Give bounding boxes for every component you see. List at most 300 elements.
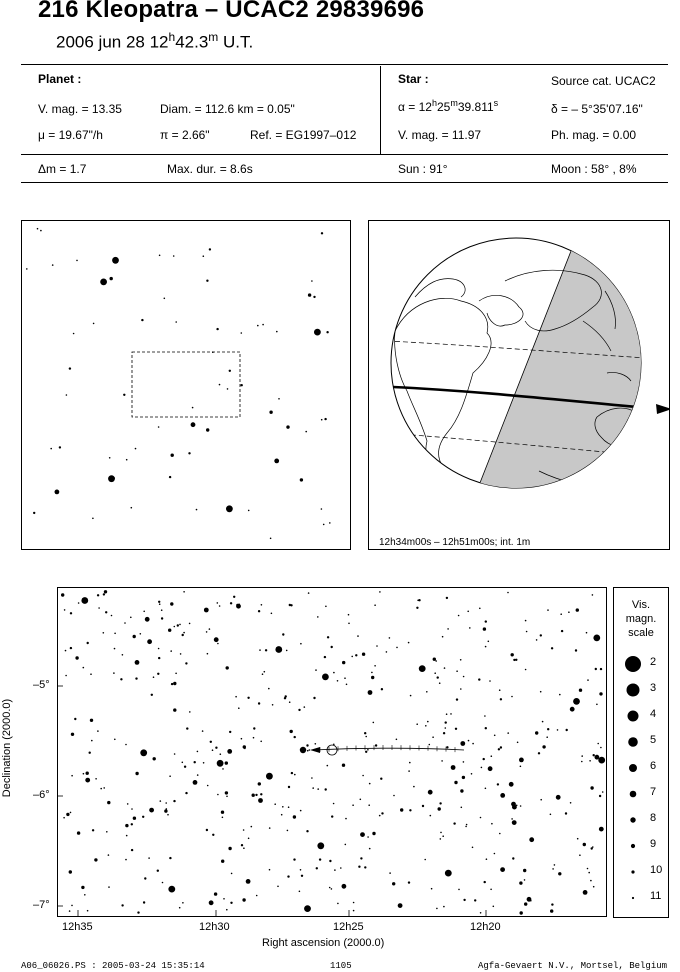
star-dot <box>490 889 492 891</box>
star-dot <box>83 667 85 669</box>
star-dot <box>207 653 209 655</box>
star-dot <box>217 643 219 645</box>
star-dot <box>241 738 243 740</box>
moon-elongation: Moon : 58° , 8% <box>551 162 637 176</box>
star-dot <box>483 758 485 760</box>
star-dot <box>568 611 570 613</box>
legend-mag-5: 5 <box>650 734 657 746</box>
star-dot <box>125 859 127 861</box>
star-dot <box>460 688 462 690</box>
star-dot <box>306 830 308 832</box>
star-dot <box>78 602 80 604</box>
star-dot <box>498 748 500 750</box>
star-dot <box>499 833 501 835</box>
star-dot <box>210 741 212 743</box>
star-dot <box>334 869 336 871</box>
star-dot <box>137 911 139 913</box>
star-dot <box>516 805 518 807</box>
star-dot <box>97 730 99 732</box>
star-dot <box>593 754 595 756</box>
star-dot <box>488 641 490 643</box>
star-dot <box>598 757 605 764</box>
star-dot <box>484 881 486 883</box>
star-dot <box>466 824 468 826</box>
star-dot <box>438 807 441 810</box>
star-dot <box>86 772 89 775</box>
star-dot <box>416 723 418 725</box>
star-dot <box>442 835 444 837</box>
star-dot <box>372 832 375 835</box>
star-dot <box>519 758 524 763</box>
star-dot <box>294 774 296 776</box>
star-dot <box>157 870 159 872</box>
star-dot <box>546 736 548 738</box>
star-dot <box>171 683 173 685</box>
star-dot <box>37 228 39 230</box>
star-dot <box>530 900 532 902</box>
star-dot <box>230 602 232 604</box>
star-dot <box>145 617 150 622</box>
star-dot <box>597 743 599 745</box>
star-phmag: Ph. mag. = 0.00 <box>551 128 637 142</box>
legend-mag-11: 11 <box>650 890 662 902</box>
star-dot <box>286 650 288 652</box>
star-dot <box>371 672 373 674</box>
star-dot <box>203 762 205 764</box>
star-dot <box>33 512 35 514</box>
star-dot <box>576 608 579 611</box>
planet-heading: Planet : <box>38 72 82 86</box>
star-dot <box>158 426 160 428</box>
star-dot <box>331 646 333 648</box>
star-dot <box>304 905 311 912</box>
star-dot <box>50 448 52 450</box>
star-dot <box>135 772 138 775</box>
star-dot <box>488 766 493 771</box>
star-dot <box>360 832 365 837</box>
star-dot <box>362 653 365 656</box>
star-dot <box>214 637 219 642</box>
star-dot <box>511 653 514 656</box>
star-dot <box>192 407 194 409</box>
star-dot <box>485 646 487 648</box>
star-dot <box>215 747 217 749</box>
star-dot <box>179 907 181 909</box>
star-dot <box>321 508 323 510</box>
star-dot <box>40 230 42 232</box>
star-dot <box>371 676 374 679</box>
star-dot <box>103 787 105 789</box>
star-dot <box>223 898 225 900</box>
star-dot <box>446 746 448 748</box>
star-dot <box>443 732 445 734</box>
star-dot <box>288 786 290 788</box>
star-dot <box>444 667 446 669</box>
star-dot <box>243 745 246 748</box>
star-dot <box>484 715 486 717</box>
star-ra-min: 25 <box>436 100 451 114</box>
star-dot <box>266 773 273 780</box>
star-dot <box>214 892 217 895</box>
star-dot <box>494 735 496 737</box>
star-dot <box>392 882 395 885</box>
star-dot <box>570 707 575 712</box>
star-dot <box>581 761 583 763</box>
star-dot <box>270 538 272 540</box>
star-dot <box>90 719 93 722</box>
star-dot <box>465 826 467 828</box>
star-dot <box>400 808 403 811</box>
star-dot <box>222 817 224 819</box>
star-dot <box>433 658 436 661</box>
star-dot <box>182 902 184 904</box>
star-dot <box>321 419 323 421</box>
star-dot <box>69 910 71 912</box>
legend-magnitude-dot <box>625 656 641 672</box>
finder-chart-panel <box>21 220 351 550</box>
star-dot <box>561 630 563 632</box>
star-dot <box>379 815 381 817</box>
star-dot <box>489 680 491 682</box>
star-dot <box>87 910 89 912</box>
star-dot <box>321 232 323 234</box>
star-dot <box>106 831 108 833</box>
star-dot <box>124 622 126 624</box>
star-dot <box>206 829 208 831</box>
star-dot <box>512 857 514 859</box>
star-dot <box>599 692 602 695</box>
table-top-rule <box>21 64 668 65</box>
star-source-catalog: Source cat. UCAC2 <box>551 74 656 88</box>
star-dot <box>450 713 452 715</box>
star-dot <box>173 682 176 685</box>
star-dot <box>108 854 110 856</box>
star-dot <box>164 298 166 300</box>
star-dot <box>577 838 579 840</box>
star-dot <box>159 603 161 605</box>
star-dot <box>225 791 228 794</box>
star-dot <box>135 448 137 450</box>
star-dot <box>269 869 271 871</box>
star-dot <box>418 599 420 601</box>
star-dot <box>355 654 357 656</box>
star-dot <box>500 793 505 798</box>
legend-magnitude-dot <box>627 684 640 697</box>
star-dot <box>189 711 191 713</box>
star-dot <box>344 677 346 679</box>
star-dot <box>550 909 553 912</box>
star-dot <box>175 673 177 675</box>
legend-mag-6: 6 <box>650 760 657 772</box>
star-dot <box>409 809 411 811</box>
star-dot <box>447 628 449 630</box>
star-dot <box>291 772 293 774</box>
star-dot <box>526 631 528 633</box>
star-dot <box>236 604 238 606</box>
star-dot <box>203 255 205 257</box>
star-dot <box>231 873 233 875</box>
star-dot <box>153 676 155 678</box>
star-dot <box>300 810 302 812</box>
star-dot <box>469 627 471 629</box>
star-dot <box>217 794 219 796</box>
legend-mag-2: 2 <box>650 656 657 668</box>
star-dot <box>595 755 600 760</box>
star-dot <box>126 459 128 461</box>
y-axis-label: Declination (2000.0) <box>1 698 13 798</box>
star-dot <box>241 844 243 846</box>
star-dot <box>284 697 286 699</box>
star-dot <box>345 818 347 820</box>
star-dot <box>179 624 181 626</box>
star-dot <box>189 623 191 625</box>
star-dot <box>600 747 602 749</box>
star-dot <box>440 832 442 834</box>
star-dot <box>114 633 116 635</box>
star-dot <box>348 614 350 616</box>
star-dot <box>131 808 133 810</box>
star-dot <box>209 628 211 630</box>
star-dot <box>287 830 289 832</box>
star-dot <box>485 727 487 729</box>
star-dot <box>461 807 463 809</box>
star-dot <box>471 773 473 775</box>
star-dot <box>262 324 264 326</box>
star-dot <box>413 786 415 788</box>
legend-magnitude-dot <box>630 817 635 822</box>
star-dot <box>367 836 369 838</box>
star-dot <box>520 805 522 807</box>
star-dot <box>583 843 586 846</box>
star-dot <box>149 808 154 813</box>
finder-chart <box>22 221 350 549</box>
star-dot <box>453 822 455 824</box>
star-dot <box>458 889 460 891</box>
star-dot <box>446 713 448 715</box>
star-dot <box>158 601 160 603</box>
star-dot <box>173 255 175 257</box>
star-dot <box>540 799 542 801</box>
star-dot <box>520 766 522 768</box>
star-dot <box>566 729 568 731</box>
star-dot <box>472 743 474 745</box>
delta-magnitude: Δm = 1.7 <box>38 162 87 176</box>
legend-magnitude-dot <box>630 791 637 798</box>
star-dot <box>599 827 604 832</box>
star-chart-panel <box>57 587 607 917</box>
star-dot <box>90 673 92 675</box>
star-dot <box>167 814 169 816</box>
star-dot <box>434 672 436 674</box>
star-dot <box>346 684 348 686</box>
star-dot <box>74 718 76 720</box>
star-dot <box>317 842 324 849</box>
star-dot <box>71 775 73 777</box>
star-dot <box>463 676 465 678</box>
minute-unit: m <box>208 30 219 44</box>
star-dot <box>87 642 89 644</box>
star-dot <box>216 328 218 330</box>
star-dot <box>509 782 514 787</box>
star-dot <box>427 721 429 723</box>
star-dot <box>337 680 339 682</box>
star-dot <box>331 888 333 890</box>
star-dot <box>547 728 549 730</box>
star-dot <box>258 798 263 803</box>
star-dot <box>103 593 105 595</box>
star-dot <box>157 673 159 675</box>
star-dot <box>182 634 184 636</box>
star-dot <box>230 902 232 904</box>
star-dot <box>169 857 171 859</box>
star-dot <box>360 799 362 801</box>
star-dot <box>133 817 136 820</box>
star-dot <box>311 280 313 282</box>
event-minutes: 42.3 <box>175 32 209 52</box>
star-dot <box>148 857 150 859</box>
star-dot <box>342 884 347 889</box>
star-dot <box>304 706 306 708</box>
event-time <box>56 30 253 53</box>
star-dot <box>324 656 326 658</box>
star-dot <box>398 903 403 908</box>
star-dot <box>217 760 224 767</box>
star-dot <box>437 676 439 678</box>
star-dot <box>257 325 259 327</box>
star-dot <box>425 725 427 727</box>
planet-vmag: V. mag. = 13.35 <box>38 102 122 116</box>
star-dot <box>272 704 274 706</box>
star-dot <box>159 255 161 257</box>
star-heading: Star : <box>398 72 429 86</box>
star-dot <box>158 648 160 650</box>
star-dot <box>219 605 221 607</box>
star-dot <box>281 814 283 816</box>
star-dot <box>161 609 163 611</box>
star-dot <box>274 803 276 805</box>
star-dot <box>209 900 214 905</box>
star-dot <box>362 775 364 777</box>
star-dot <box>238 707 240 709</box>
star-dot <box>71 905 73 907</box>
star-dot <box>171 454 174 457</box>
star-dot <box>260 741 262 743</box>
star-dot <box>276 331 278 333</box>
star-dot <box>253 727 255 729</box>
star-dot <box>436 908 438 910</box>
star-dot <box>180 653 182 655</box>
star-dot <box>463 761 465 763</box>
star-dot <box>592 594 594 596</box>
star-dot <box>560 613 562 615</box>
star-dot <box>123 394 125 396</box>
star-dot <box>84 894 86 896</box>
star-dot <box>300 869 302 871</box>
star-dot <box>127 803 129 805</box>
star-dot <box>61 593 64 596</box>
star-dot <box>325 788 327 790</box>
star-dot <box>120 678 122 680</box>
star-dot <box>130 617 132 619</box>
star-dot <box>26 268 28 270</box>
star-dot <box>381 812 383 814</box>
y-tick-1: –5° <box>33 679 50 691</box>
star-dot <box>360 857 362 859</box>
event-date: 2006 jun 28 12 <box>56 32 169 52</box>
star-dot <box>342 661 345 664</box>
target-star <box>300 747 306 753</box>
star-right-ascension <box>398 98 498 114</box>
star-dot <box>282 633 284 635</box>
star-dot <box>483 627 486 630</box>
legend-magnitude-dot <box>631 844 635 848</box>
star-dot <box>212 834 214 836</box>
star-dot <box>287 875 289 877</box>
star-dot <box>147 639 152 644</box>
star-dot <box>357 635 359 637</box>
star-dot <box>259 649 261 651</box>
star-dot <box>243 847 245 849</box>
star-dot <box>554 864 556 866</box>
star-dot <box>535 731 538 734</box>
star-dot <box>307 750 309 752</box>
star-dot <box>206 280 208 282</box>
star-dot <box>552 868 554 870</box>
star-dot <box>135 677 137 679</box>
time-system: U.T. <box>218 32 254 52</box>
zoom-region-box <box>132 352 240 417</box>
star-dot <box>586 632 588 634</box>
star-dot <box>161 617 163 619</box>
star-dot <box>324 418 326 420</box>
star-dot <box>590 786 593 789</box>
star-dot <box>93 323 95 325</box>
star-dot <box>595 668 597 670</box>
star-dot <box>217 602 219 604</box>
planet-diameter: Diam. = 112.6 km = 0.05" <box>160 102 295 116</box>
star-dot <box>393 795 395 797</box>
star-dot <box>298 709 300 711</box>
star-dot <box>170 650 172 652</box>
star-dot <box>596 704 598 706</box>
table-bottom-rule <box>21 182 668 183</box>
star-dot <box>98 607 100 609</box>
star-dot <box>340 867 342 869</box>
star-dot <box>185 662 187 664</box>
star-dot <box>66 813 69 816</box>
star-dot <box>445 870 452 877</box>
star-dot <box>140 633 142 635</box>
star-dot <box>235 696 237 698</box>
star-dot <box>258 702 260 704</box>
star-dot <box>511 696 513 698</box>
star-dot <box>515 659 517 661</box>
star-dot <box>197 751 199 753</box>
star-dot <box>525 620 527 622</box>
star-dot <box>485 620 487 622</box>
star-dot <box>177 624 179 626</box>
star-dot <box>345 844 347 846</box>
star-dot <box>376 645 378 647</box>
star-dot <box>174 626 176 628</box>
star-dot <box>165 802 167 804</box>
star-dot <box>422 805 424 807</box>
star-dot <box>389 637 391 639</box>
star-dot <box>248 510 250 512</box>
star-dot <box>95 778 97 780</box>
star-dot <box>593 635 600 642</box>
star-dot <box>367 749 369 751</box>
